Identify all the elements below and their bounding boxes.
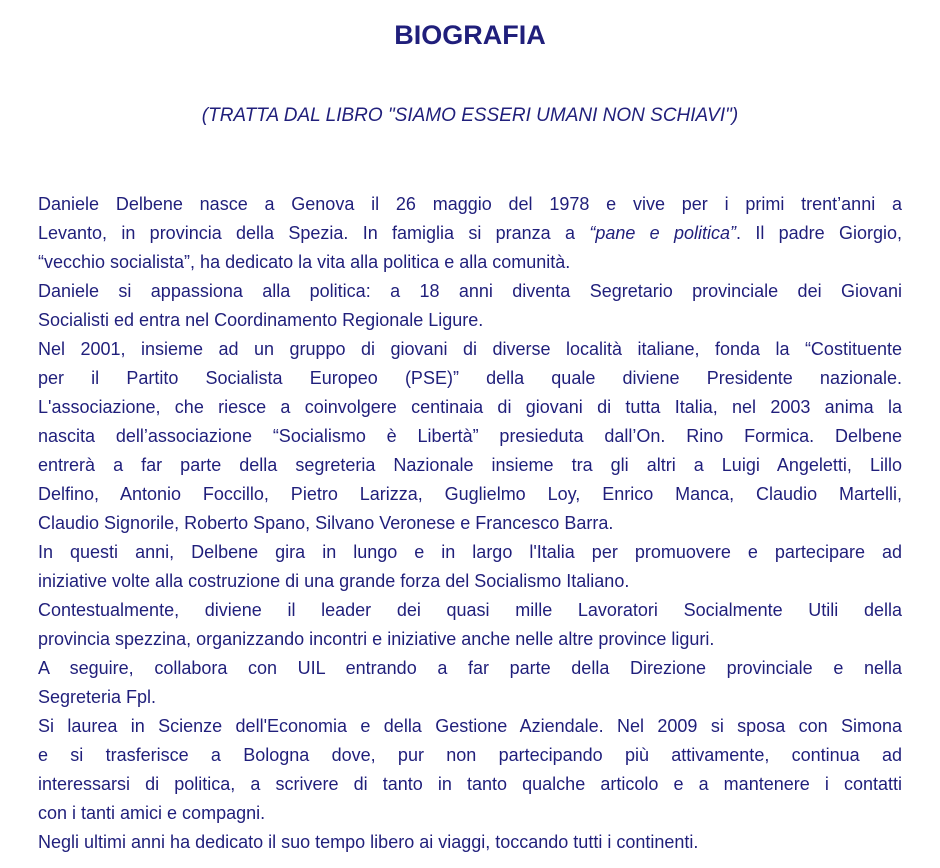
text-segment: nascita dell’associazione “Socialismo è Libertà” presieduta dall’On. Rino Formica. Delbene — [38, 426, 902, 446]
text-line — [38, 422, 902, 451]
text-line — [38, 306, 902, 335]
text-segment: iniziative volte alla costruzione di una grande forza del Socialismo Italiano. — [38, 571, 630, 591]
text-segment: “vecchio socialista”, ha dedicato la vita alla politica e alla comunità. — [38, 252, 571, 272]
text-segment: con i tanti amici e compagni. — [38, 803, 266, 823]
text-segment: Segreteria Fpl. — [38, 687, 157, 707]
text-segment: Delfino, Antonio Foccillo, Pietro Larizza, Guglielmo Loy, Enrico Manca, Claudio Martelli, — [38, 484, 902, 504]
text-line — [38, 567, 902, 596]
text-segment: provincia spezzina, organizzando incontri e iniziative anche nelle altre province liguri. — [38, 629, 715, 649]
text-line — [38, 712, 902, 741]
text-line — [38, 654, 902, 683]
text-line — [38, 480, 902, 509]
text-line — [38, 538, 902, 567]
text-line — [38, 219, 902, 248]
page-title: BIOGRAFIA — [394, 20, 546, 50]
text-segment: per il Partito Socialista Europeo (PSE)” della quale diviene Presidente nazionale. — [38, 368, 902, 388]
text-segment: Socialisti ed entra nel Coordinamento Regionale Ligure. — [38, 310, 484, 330]
text-line — [38, 509, 902, 538]
text-segment: Contestualmente, diviene il leader dei quasi mille Lavoratori Socialmente Utili della — [38, 600, 902, 620]
text-line — [38, 190, 902, 219]
italic-text-segment: “pane e politica” — [589, 223, 737, 243]
text-segment: L'associazione, che riesce a coinvolgere centinaia di giovani di tutta Italia, nel 2003 anima la — [38, 397, 902, 417]
text-segment: . Il padre Giorgio, — [736, 223, 902, 243]
text-line — [38, 248, 902, 277]
text-segment: entrerà a far parte della segreteria Nazionale insieme tra gli altri a Luigi Angeletti, Lillo — [38, 455, 902, 475]
text-segment: Levanto, in provincia della Spezia. In famiglia si pranza a — [38, 223, 590, 243]
text-segment: Si laurea in Scienze dell'Economia e della Gestione Aziendale. Nel 2009 si sposa con Simona — [38, 716, 902, 736]
text-segment: Claudio Signorile, Roberto Spano, Silvano Veronese e Francesco Barra. — [38, 513, 614, 533]
text-line — [38, 770, 902, 799]
text-line — [38, 393, 902, 422]
text-segment: A seguire, collabora con UIL entrando a far parte della Direzione provinciale e nella — [38, 658, 902, 678]
text-segment: Negli ultimi anni ha dedicato il suo tempo libero ai viaggi, toccando tutti i continenti. — [38, 832, 699, 852]
text-segment: Nel 2001, insieme ad un gruppo di giovani di diverse località italiane, fonda la “Costituente — [38, 339, 902, 359]
text-line — [38, 625, 902, 654]
text-segment: In questi anni, Delbene gira in lungo e in largo l'Italia per promuovere e partecipare ad — [38, 542, 902, 562]
text-segment: Daniele si appassiona alla politica: a 18 anni diventa Segretario provinciale dei Giovani — [38, 281, 902, 301]
text-segment: interessarsi di politica, a scrivere di tanto in tanto qualche articolo e a mantenere i contatti — [38, 774, 902, 794]
text-segment: e si trasferisce a Bologna dove, pur non partecipando più attivamente, continua ad — [38, 745, 902, 765]
text-line — [38, 828, 902, 857]
text-line — [38, 451, 902, 480]
body-text — [38, 190, 902, 857]
text-line — [38, 683, 902, 712]
text-segment: Daniele Delbene nasce a Genova il 26 maggio del 1978 e vive per i primi trent’anni a — [38, 194, 902, 214]
text-line — [38, 741, 902, 770]
text-line — [38, 799, 902, 828]
text-line — [38, 364, 902, 393]
text-line — [38, 596, 902, 625]
text-line — [38, 335, 902, 364]
text-line — [38, 277, 902, 306]
page-subtitle: (TRATTA DAL LIBRO "SIAMO ESSERI UMANI NON SCHIAVI") — [201, 105, 739, 126]
